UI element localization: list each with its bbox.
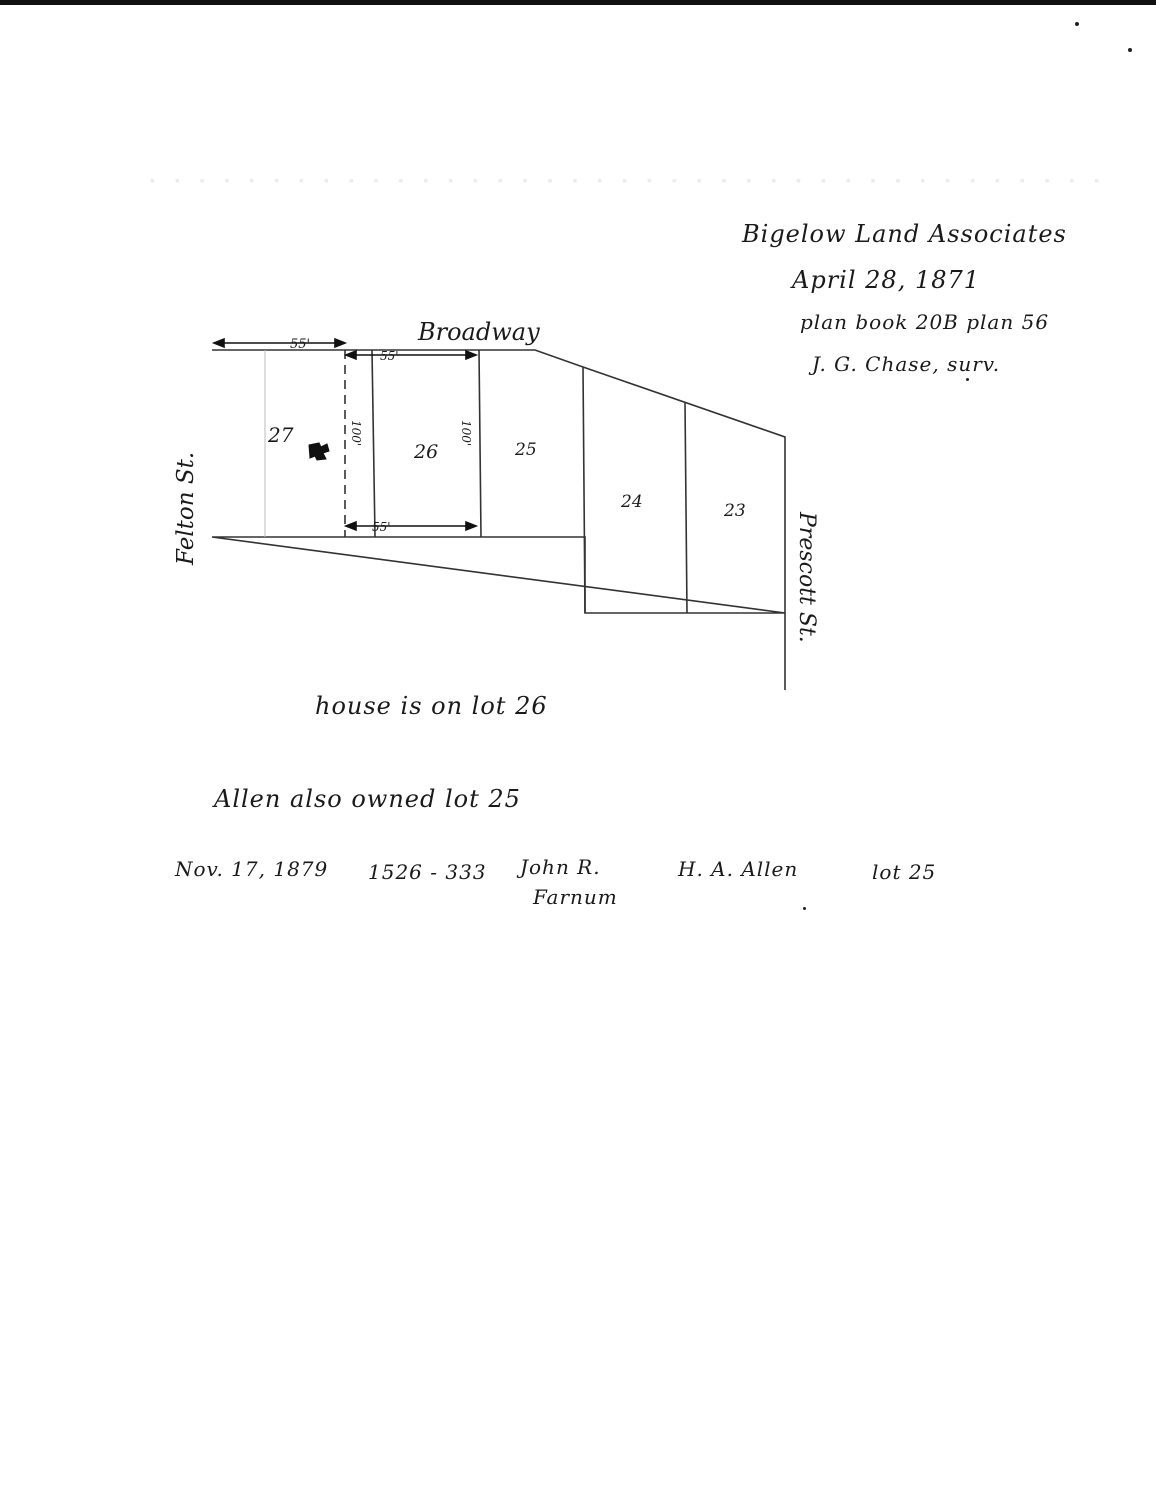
plan-book-reference: plan book 20B plan 56 bbox=[800, 310, 1050, 334]
dimension-label-lot26-front: 55' bbox=[380, 349, 399, 363]
house-mark bbox=[309, 443, 329, 460]
scan-speck bbox=[1128, 48, 1132, 52]
scan-speck bbox=[966, 378, 969, 381]
deed-grantor-last: Farnum bbox=[533, 885, 618, 909]
lot-number-26: 26 bbox=[414, 441, 439, 463]
lot-number-24: 24 bbox=[621, 492, 643, 512]
deed-lot: lot 25 bbox=[872, 860, 937, 884]
house-location-note: house is on lot 26 bbox=[315, 692, 548, 720]
deed-book-page: 1526 - 333 bbox=[368, 860, 487, 884]
street-label-prescott: Prescott St. bbox=[794, 512, 819, 643]
lot-line-26-25 bbox=[372, 350, 375, 537]
deed-date: Nov. 17, 1879 bbox=[175, 857, 329, 881]
dimension-label-depth-left: 100' bbox=[349, 420, 363, 447]
deed-grantor-first: John R. bbox=[520, 855, 601, 879]
scan-speck bbox=[1075, 22, 1079, 26]
bleed-through-text: ▪ ▪ ▪ ▪ ▪ ▪ ▪ ▪ ▪ ▪ ▪ ▪ ▪ ▪ ▪ ▪ ▪ ▪ ▪ ▪ ▪ ▪ ▪ ▪ ▪ ▪ ▪ ▪ ▪ ▪ ▪ ▪ ▪ ▪ ▪ ▪ ▪ ▪ ▪ bbox=[150, 172, 1108, 188]
plan-date: April 28, 1871 bbox=[792, 266, 981, 294]
dimension-label-lot27-front: 55' bbox=[290, 337, 311, 352]
plat-boundary bbox=[212, 350, 785, 690]
dimension-label-lot26-rear: 55' bbox=[372, 520, 391, 534]
ownership-note: Allen also owned lot 25 bbox=[214, 785, 521, 813]
dimension-label-depth-right: 100' bbox=[459, 420, 473, 447]
surveyor-name: J. G. Chase, surv. bbox=[812, 352, 1001, 376]
lot-line-25-24 bbox=[479, 350, 481, 537]
street-label-felton: Felton St. bbox=[173, 451, 199, 565]
lot-line-24-left bbox=[583, 367, 585, 613]
deed-grantee: H. A. Allen bbox=[678, 857, 799, 881]
association-name: Bigelow Land Associates bbox=[742, 220, 1067, 248]
lot-number-23: 23 bbox=[724, 501, 746, 521]
scan-speck bbox=[803, 907, 806, 910]
lot-line-24-23 bbox=[685, 402, 687, 613]
lot-number-25: 25 bbox=[515, 440, 537, 460]
street-label-broadway: Broadway bbox=[418, 318, 540, 346]
lot-number-27: 27 bbox=[268, 423, 294, 447]
